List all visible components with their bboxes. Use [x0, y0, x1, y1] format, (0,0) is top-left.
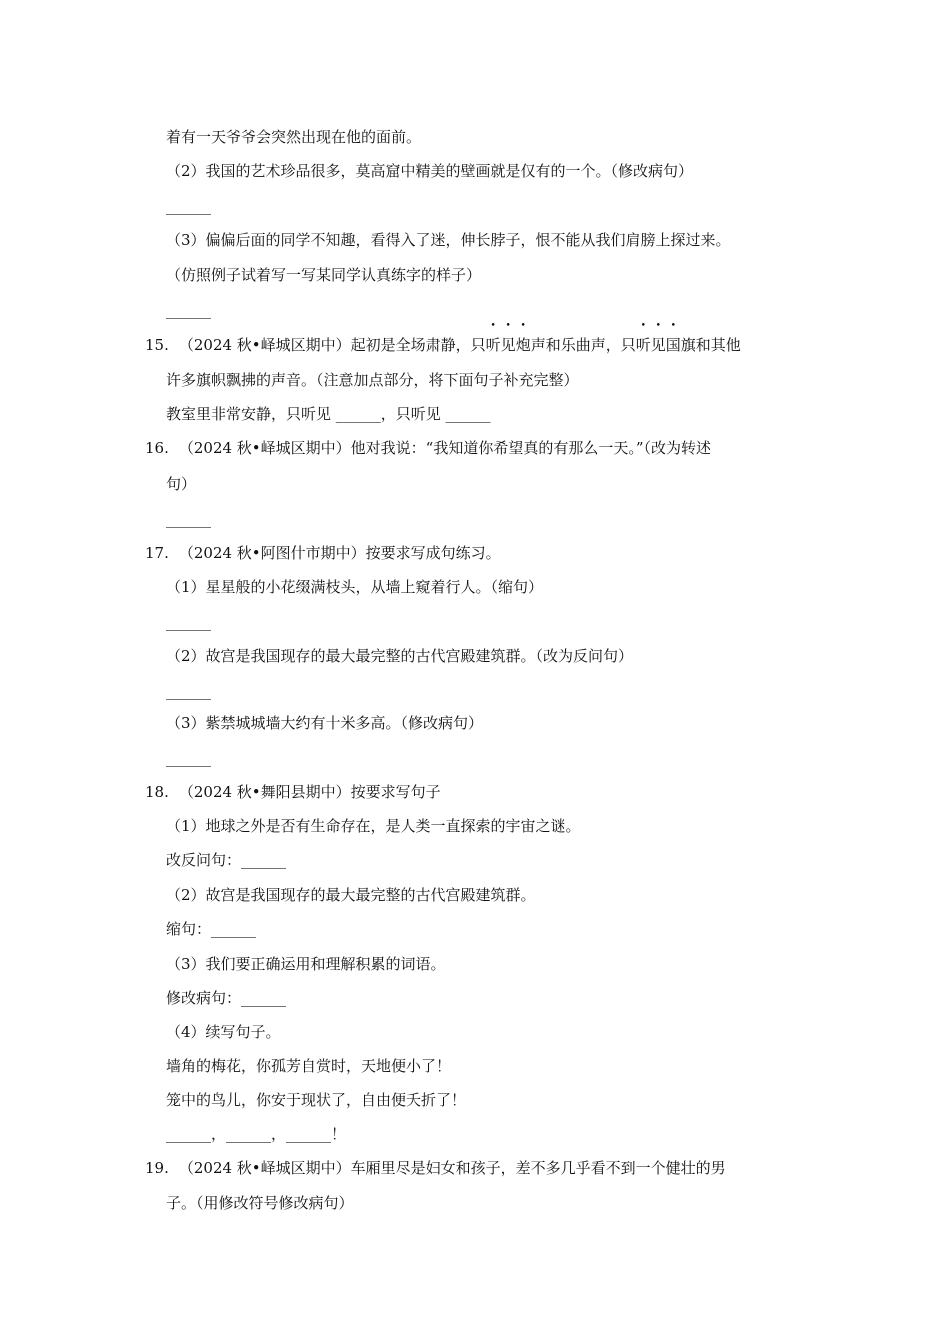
q14-sub3: （3）偏偏后面的同学不知趣，看得入了迷，伸长脖子，恨不能从我们肩膀上探过来。 — [166, 231, 731, 249]
answer-blank: ______ — [166, 749, 211, 767]
q17-sub2: （2）故宫是我国现存的最大最完整的古代宫殿建筑群。（改为反问句） — [166, 647, 634, 665]
q17-sub1: （1）星星般的小花缀满枝头，从墙上窥着行人。（缩句） — [166, 578, 544, 596]
emphasis-char: 见 — [500, 336, 516, 354]
answer-blank: ______ — [166, 510, 211, 528]
question-15 — [145, 335, 741, 355]
emphasis-char: 听 — [485, 336, 501, 354]
question-number: 17. — [145, 544, 169, 562]
fill-in-line: 教室里非常安静，只听见 ______，只听见 ______ — [166, 405, 491, 423]
text-line: 着有一天爷爷会突然出现在他的面前。 — [166, 128, 422, 146]
question-17 — [145, 543, 501, 563]
question-text: （2024 秋•舞阳县期中）按要求写句子 — [178, 783, 441, 801]
q18-sub3: （3）我们要正确运用和理解积累的词语。 — [166, 955, 446, 973]
question-18 — [145, 782, 441, 802]
question-text: （2024 秋•峄城区期中）车厢里尽是妇女和孩子，差不多几乎看不到一个健壮的男 — [178, 1159, 726, 1177]
question-19 — [145, 1158, 726, 1178]
text-line: （仿照例子试着写一写某同学认真练字的样子） — [166, 266, 482, 284]
q18-sub4: （4）续写句子。 — [166, 1023, 281, 1041]
question-text: （2024 秋•阿图什市期中）按要求写成句练习。 — [178, 544, 501, 562]
answer-blank: ______ — [166, 682, 211, 700]
question-number: 18. — [145, 783, 169, 801]
question-number: 19. — [145, 1159, 169, 1177]
q17-sub3: （3）紫禁城城墙大约有十米多高。（修改病句） — [166, 714, 484, 732]
fill-in-line: ______，______，______！ — [166, 1125, 347, 1143]
text-line: 墙角的梅花，你孤芳自赏时，天地便小了！ — [166, 1057, 452, 1075]
emphasis-char: 见 — [650, 336, 666, 354]
question-16 — [145, 438, 711, 458]
emphasis-char: 听 — [635, 336, 651, 354]
emphasis-char: 国 — [665, 336, 681, 354]
answer-blank: ______ — [166, 197, 211, 215]
question-number: 15. — [145, 336, 169, 354]
q18-sub1: （1）地球之外是否有生命存在，是人类一直探索的宇宙之谜。 — [166, 817, 581, 835]
q14-sub2: （2）我国的艺术珍品很多，莫高窟中精美的壁画就是仅有的一个。（修改病句） — [166, 162, 694, 180]
q18-sub2: （2）故宫是我国现存的最大最完整的古代宫殿建筑群。 — [166, 886, 536, 904]
fill-in-line: 缩句：______ — [166, 920, 257, 938]
fill-in-line: 改反问句：______ — [166, 851, 287, 869]
answer-blank: ______ — [166, 613, 211, 631]
text-line: 子。（用修改符号修改病句） — [166, 1194, 354, 1212]
question-text: （2024 秋•峄城区期中）起初是全场肃静，只 — [178, 336, 486, 354]
question-text: 旗和其他 — [680, 336, 741, 354]
emphasis-char: 炮 — [515, 336, 531, 354]
text-line: 笼中的鸟儿，你安于现状了，自由便夭折了！ — [166, 1091, 467, 1109]
fill-in-line: 修改病句：______ — [166, 989, 287, 1007]
text-line: 许多旗帜飘拂的声音。（注意加点部分，将下面句子补充完整） — [166, 371, 579, 389]
answer-blank: ______ — [166, 301, 211, 319]
text-line: 句） — [166, 475, 197, 493]
question-text: 声和乐曲声，只 — [530, 336, 636, 354]
question-number: 16. — [145, 439, 169, 457]
question-text: （2024 秋•峄城区期中）他对我说：“我知道你希望真的有那么一天。”（改为转述 — [178, 439, 711, 457]
